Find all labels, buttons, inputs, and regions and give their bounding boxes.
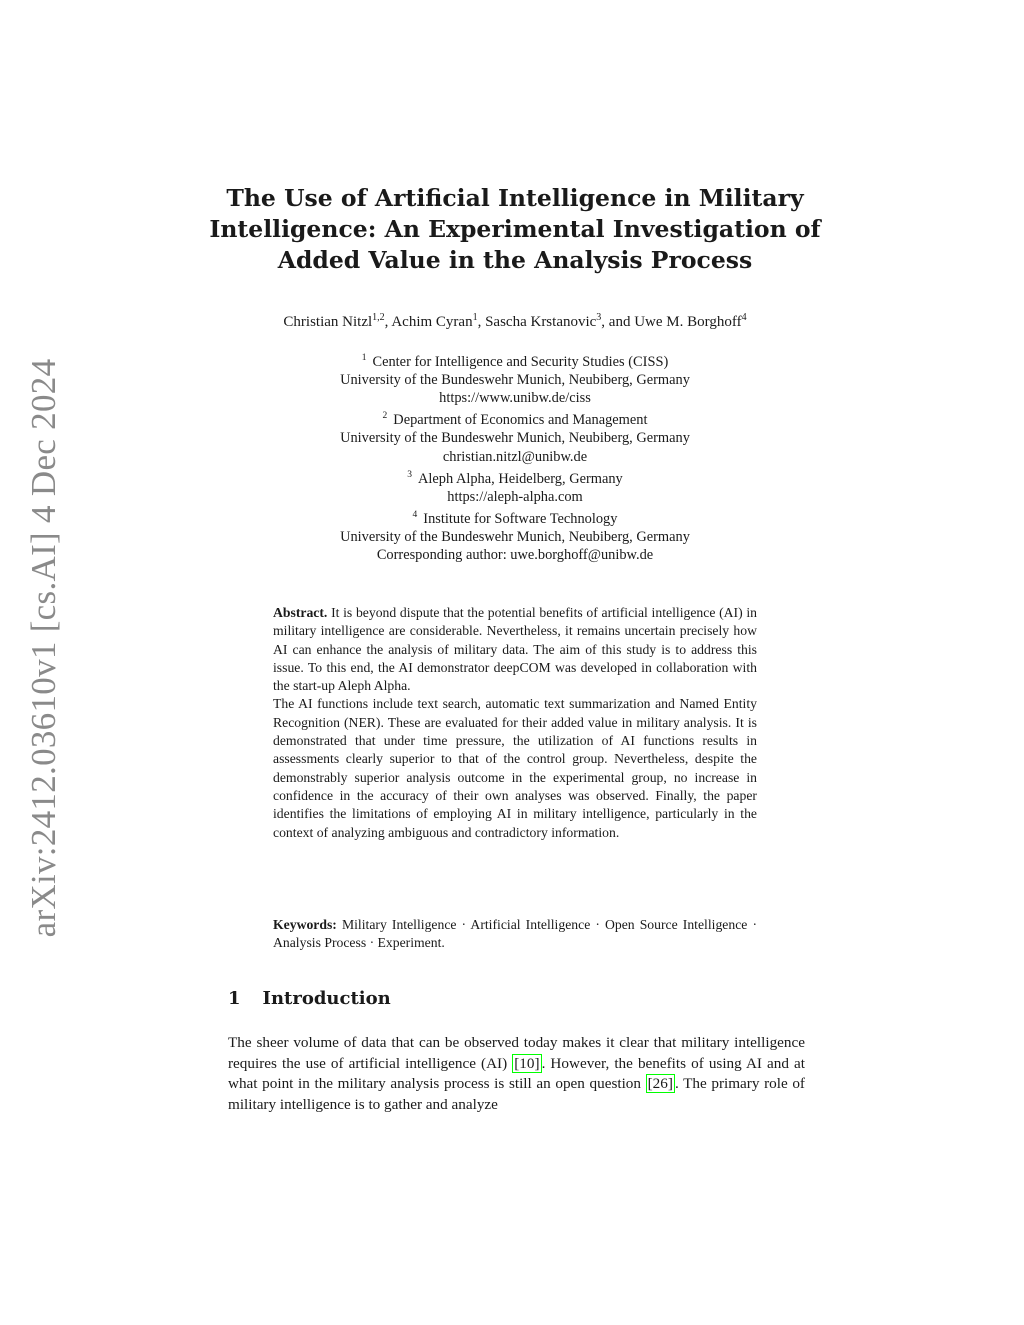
keywords-label: Keywords:	[273, 917, 337, 932]
affiliation-line: University of the Bundeswehr Munich, Neubiberg, Germany	[340, 529, 690, 546]
author: Uwe M. Borghoff$^4$	[634, 312, 747, 330]
keywords-text: Military Intelligence · Artificial Intelligence · Open Source Intelligence · Analysis Process · Experiment.	[273, 917, 758, 951]
section-heading	[228, 988, 391, 1009]
abstract-label: Abstract.	[273, 605, 328, 620]
corresponding-author[interactable]: Corresponding author: uwe.borghoff@unibw.de	[376, 547, 654, 564]
intro-paragraph: The sheer volume of data that can be observed today makes it clear that military intelligence requires the use of artificial intelligence (AI) [10] . However, the benefits of using AI and at what point in the military analysis process is still an open question [26] . The primary role of military intelligence is to gather and analyze	[228, 1034, 805, 1113]
title-line: The Use of Artificial Intelligence in Military	[226, 184, 804, 212]
arxiv-identifier: arXiv:2412.03610v1 [cs.AI] 4 Dec 2024	[24, 358, 63, 938]
citation-link[interactable]: [10]	[514, 1054, 540, 1072]
author: Sascha Krstanovic$^3$, and	[485, 312, 635, 330]
citation-link[interactable]: [26]	[647, 1075, 673, 1092]
affiliation-line: $^4$ Institute for Software Technology	[412, 510, 618, 527]
affiliation-line: University of the Bundeswehr Munich, Neubiberg, Germany	[340, 430, 690, 447]
abstract-paragraph: Abstract. It is beyond dispute that the potential benefits of artificial intelligence (AI) in military intelligence are considerable. Nevertheless, it remains uncertain precisely how AI can enhance the analysis of military data. The aim of this study is to address this issue. To this end, the AI demonstrator deepCOM was developed in collaboration with the start-up Aleph Alpha.	[273, 605, 757, 694]
affiliation-email[interactable]: christian.nitzl@unibw.de	[442, 448, 588, 465]
title-line: Intelligence: An Experimental Investigation of	[209, 215, 821, 243]
affiliation-url[interactable]: https://www.unibw.de/ciss	[439, 390, 591, 407]
title-line: Added Value in the Analysis Process	[277, 246, 753, 274]
author: Christian Nitzl$^{1,2}$,	[283, 312, 392, 330]
author: Achim Cyran$^1$,	[391, 312, 486, 330]
affiliation-line: $^1$ Center for Intelligence and Security Studies (CISS)	[361, 353, 669, 370]
affiliation-url[interactable]: https://aleph-alpha.com	[447, 488, 583, 505]
paper-title	[160, 183, 870, 276]
affiliation-line: $^3$ Aleph Alpha, Heidelberg, Germany	[407, 469, 623, 487]
affiliation-line: University of the Bundeswehr Munich, Neubiberg, Germany	[340, 372, 690, 388]
section-number: 1	[228, 988, 241, 1009]
author-list	[160, 312, 870, 331]
affiliations	[200, 349, 830, 564]
affiliation-line: $^2$ Department of Economics and Management	[382, 411, 648, 429]
section-title: Introduction	[262, 988, 391, 1009]
keywords	[273, 916, 757, 953]
abstract-paragraph: The AI functions include text search, automatic text summarization and Named Entity Recognition (NER). These are evaluated for their added value in military analysis. It is demonstrated that under time pressure, the utilization of AI functions results in assessments clearly superior to that of the control group. Nevertheless, despite the demonstrably superior analysis outcome in the experimental group, no increase in confidence in the accuracy of their own analyses was observed. Finally, the paper identifies the limitations of employing AI in military intelligence, particularly in the context of analyzing ambiguous and contradictory information.	[273, 696, 757, 840]
abstract	[273, 604, 757, 842]
